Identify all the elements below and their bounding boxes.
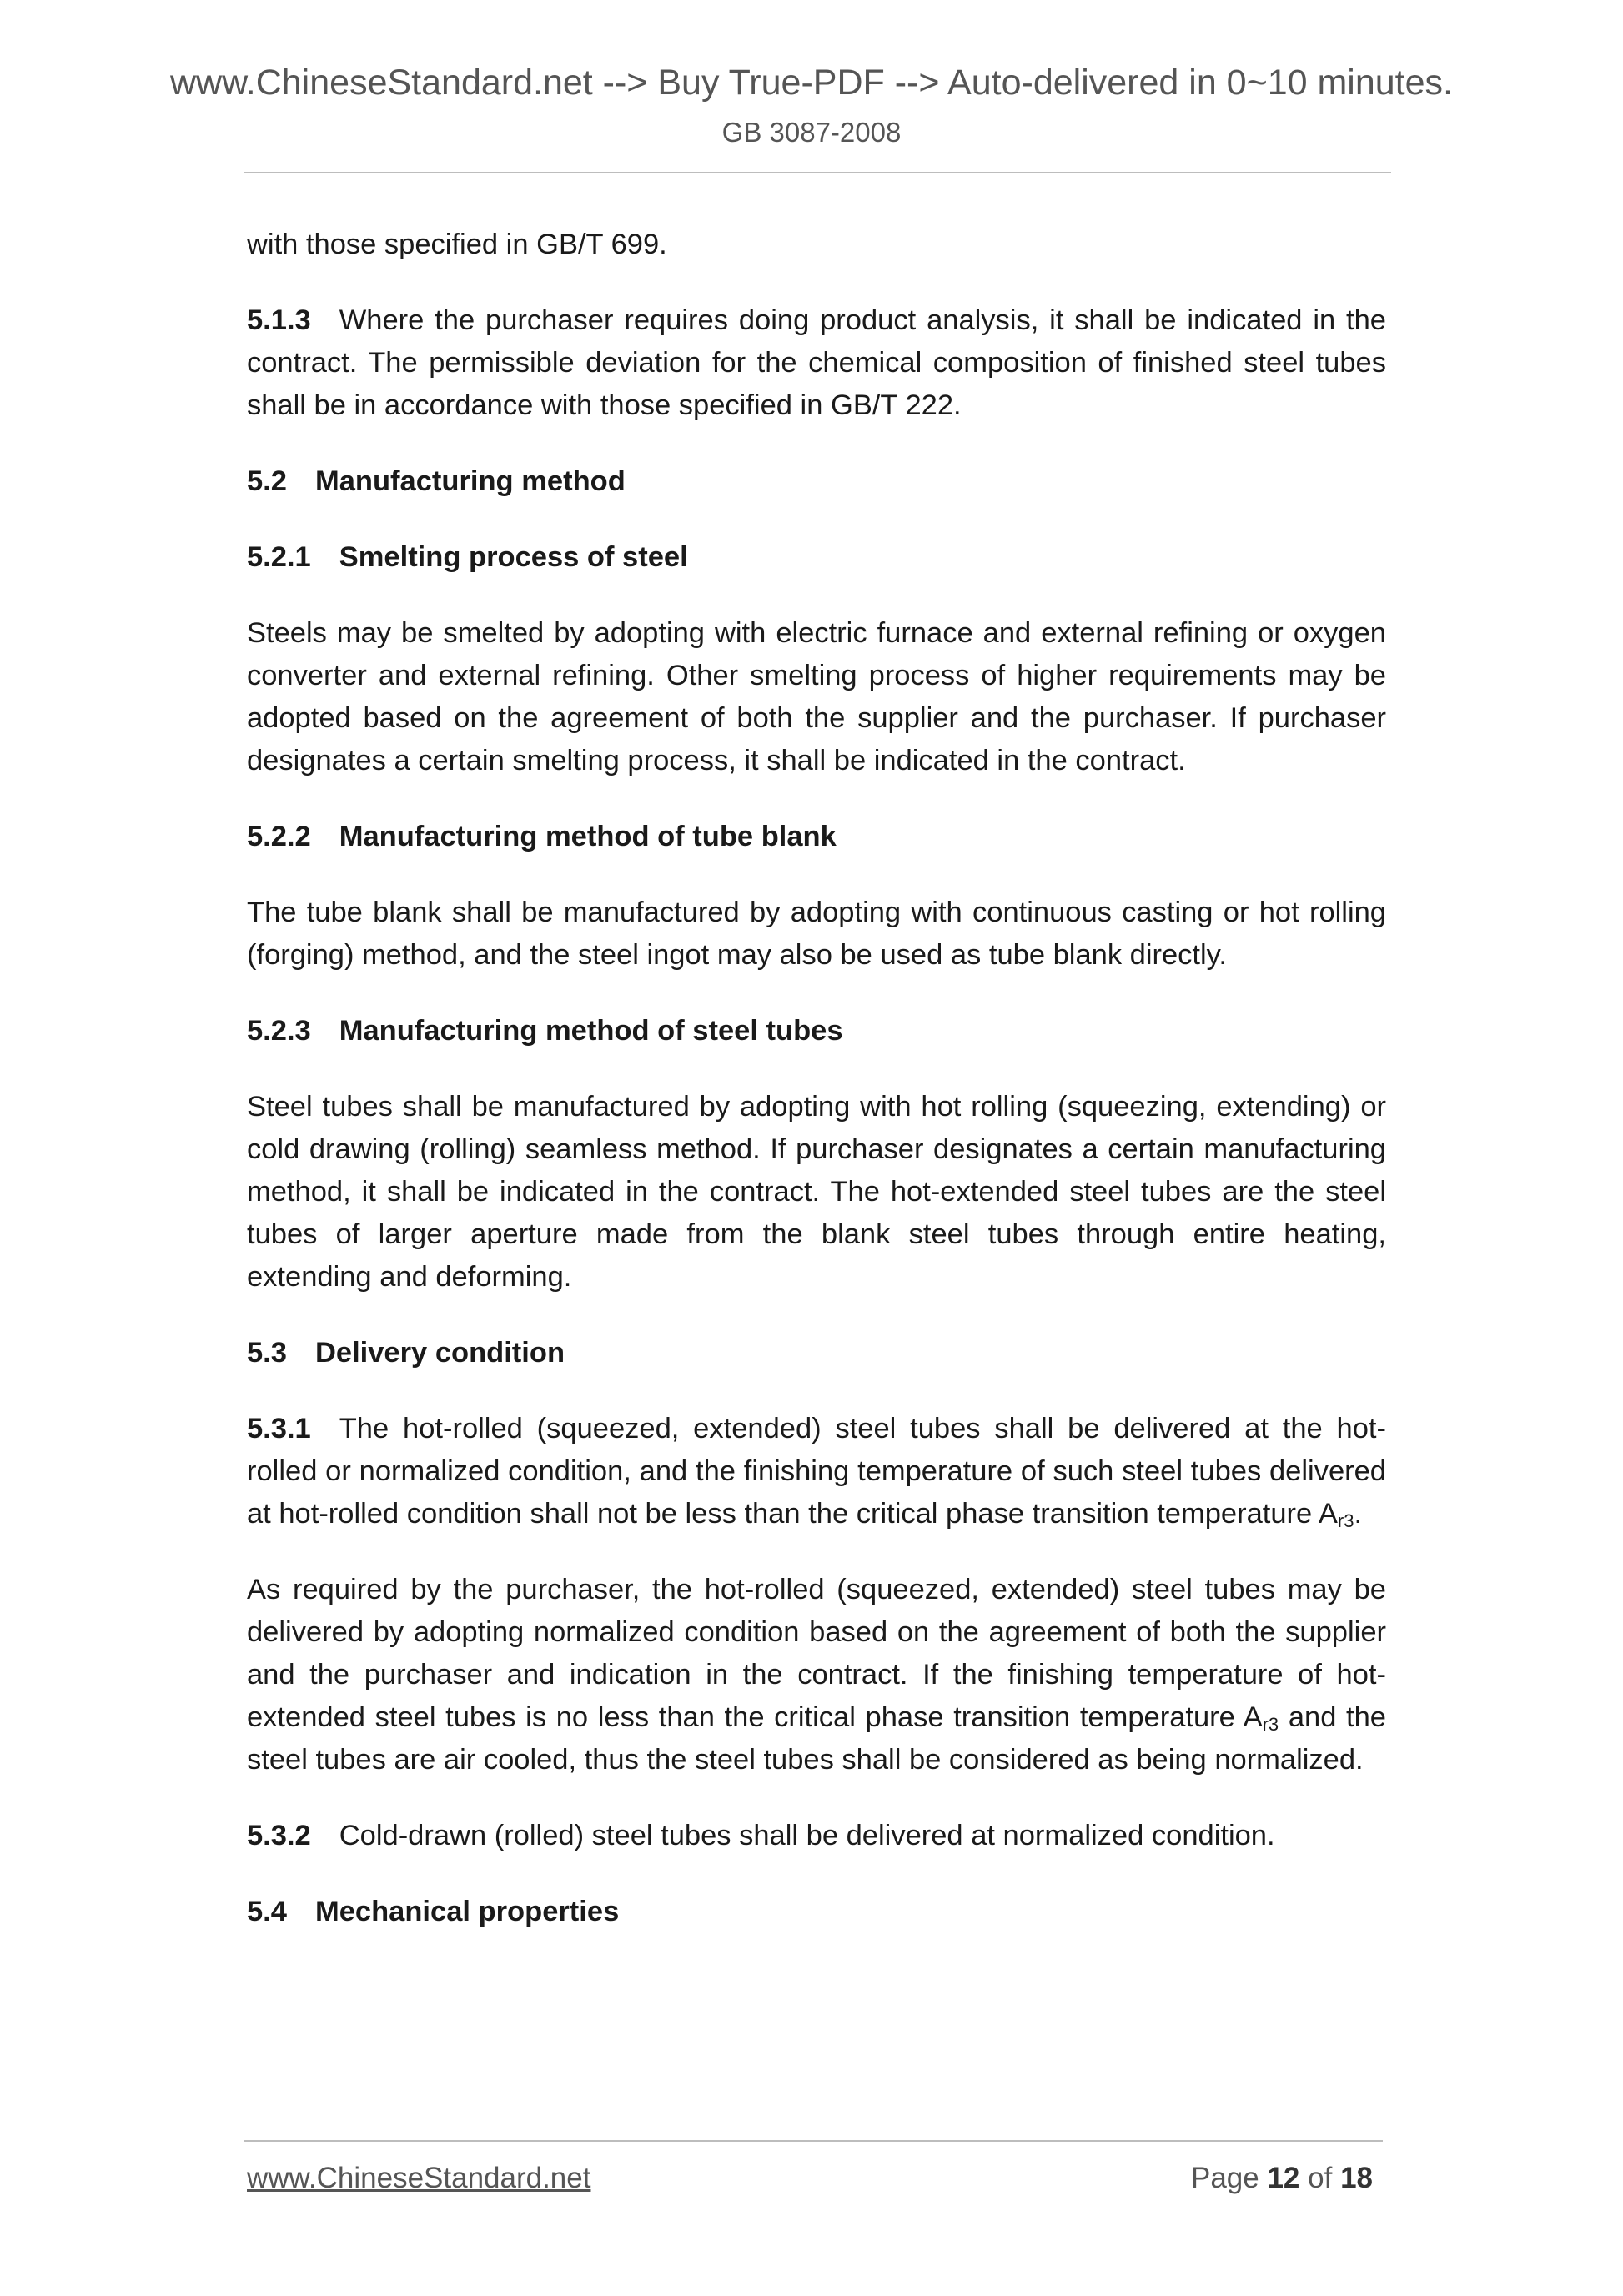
footer-divider <box>244 2140 1383 2142</box>
header-banner: www.ChineseStandard.net --> Buy True-PDF --> Auto-delivered in 0~10 minutes. <box>169 63 1453 103</box>
subsection-heading-5-2-3 <box>247 1010 1386 1053</box>
standard-number: GB 3087-2008 <box>721 117 902 148</box>
clause-5-3-2 <box>247 1815 1386 1857</box>
of-word: of <box>1308 2162 1333 2194</box>
section-heading-5-4 <box>247 1891 1386 1933</box>
clause-5-3-1 <box>247 1408 1386 1535</box>
continued-paragraph <box>247 224 1386 266</box>
clause-text: Cold-drawn (rolled) steel tubes shall be delivered at normalized condition. <box>339 1820 1275 1851</box>
clause-number: 5.1.3 <box>247 304 311 336</box>
subsection-number: 5.2.1 <box>247 541 311 573</box>
header-divider <box>244 172 1391 173</box>
section-number: 5.2 <box>247 465 287 497</box>
section-heading-5-2 <box>247 460 1386 503</box>
paragraph-text: As required by the purchaser, the hot-rolled (squeezed, extended) steel tubes may be delivered by adopting normalized condition based on the agreement of both the supplier and the purchaser and indication in the contract. If the finishing temperature of hot-extended steel tubes is no less than the critical phase transition temperature A <box>247 1574 1386 1733</box>
subscript-r3: r3 <box>1337 1510 1354 1531</box>
section-number: 5.3 <box>247 1337 287 1369</box>
subsection-number: 5.2.2 <box>247 821 311 852</box>
subsection-title: Manufacturing method of steel tubes <box>339 1015 843 1047</box>
page-indicator <box>1191 2160 1373 2197</box>
current-page-number: 12 <box>1267 2162 1300 2194</box>
paragraph-5-2-2 <box>247 892 1386 977</box>
subsection-heading-5-2-1 <box>247 536 1386 579</box>
subsection-title: Smelting process of steel <box>339 541 688 573</box>
paragraph-text: Steel tubes shall be manufactured by adopting with hot rolling (squeezing, extending) or cold drawing (rolling) seamless method. If purchaser designates a certain manufacturing method, it shall be indicated in the contract. The hot-extended steel tubes are the steel tubes of larger aperture made from the blank steel tubes through entire heating, extending and deforming. <box>247 1091 1386 1293</box>
document-body <box>247 224 1386 1967</box>
paragraph-text: The tube blank shall be manufactured by adopting with continuous casting or hot rolling (forging) method, and the steel ingot may also be used as tube blank directly. <box>247 897 1386 971</box>
total-page-count: 18 <box>1340 2162 1373 2194</box>
section-title: Delivery condition <box>314 1337 565 1369</box>
clause-text: The hot-rolled (squeezed, extended) steel tubes shall be delivered at the hot-rolled or normalized condition, and the finishing temperature of such steel tubes delivered at hot-rolled condition shall not be less than the critical phase transition temperature A <box>247 1413 1386 1530</box>
subsection-title: Manufacturing method of tube blank <box>339 821 837 852</box>
section-title: Manufacturing method <box>314 465 626 497</box>
section-title: Mechanical properties <box>314 1896 620 1927</box>
section-number: 5.4 <box>247 1896 287 1927</box>
clause-text: Where the purchaser requires doing product analysis, it shall be indicated in the contract. The permissible deviation for the chemical composition of finished steel tubes shall be in accordance with those specified in GB/T 222. <box>247 304 1386 421</box>
continued-text: with those specified in GB/T 699. <box>247 229 667 260</box>
clause-text-end: . <box>1354 1498 1363 1530</box>
clause-number: 5.3.1 <box>247 1413 311 1444</box>
page-word: Page <box>1190 2162 1259 2194</box>
section-heading-5-3 <box>247 1332 1386 1374</box>
paragraph-purchaser-requirement <box>247 1569 1386 1781</box>
paragraph-5-2-1 <box>247 612 1386 782</box>
paragraph-text-end: and the steel tubes are air cooled, thus the steel tubes shall be considered as being normalized. <box>247 1701 1386 1776</box>
clause-5-1-3 <box>247 299 1386 427</box>
subsection-heading-5-2-2 <box>247 816 1386 858</box>
paragraph-5-2-3 <box>247 1086 1386 1299</box>
footer-website-link[interactable]: www.ChineseStandard.net <box>247 2162 591 2194</box>
paragraph-text: Steels may be smelted by adopting with electric furnace and external refining or oxygen converter and external refining. Other smelting process of higher requirements may be adopted based on the agreement of both the supplier and the purchaser. If purchaser designates a certain smelting process, it shall be indicated in the contract. <box>247 617 1386 776</box>
clause-number: 5.3.2 <box>247 1820 311 1851</box>
subscript-r3: r3 <box>1262 1714 1279 1735</box>
subsection-number: 5.2.3 <box>247 1015 311 1047</box>
